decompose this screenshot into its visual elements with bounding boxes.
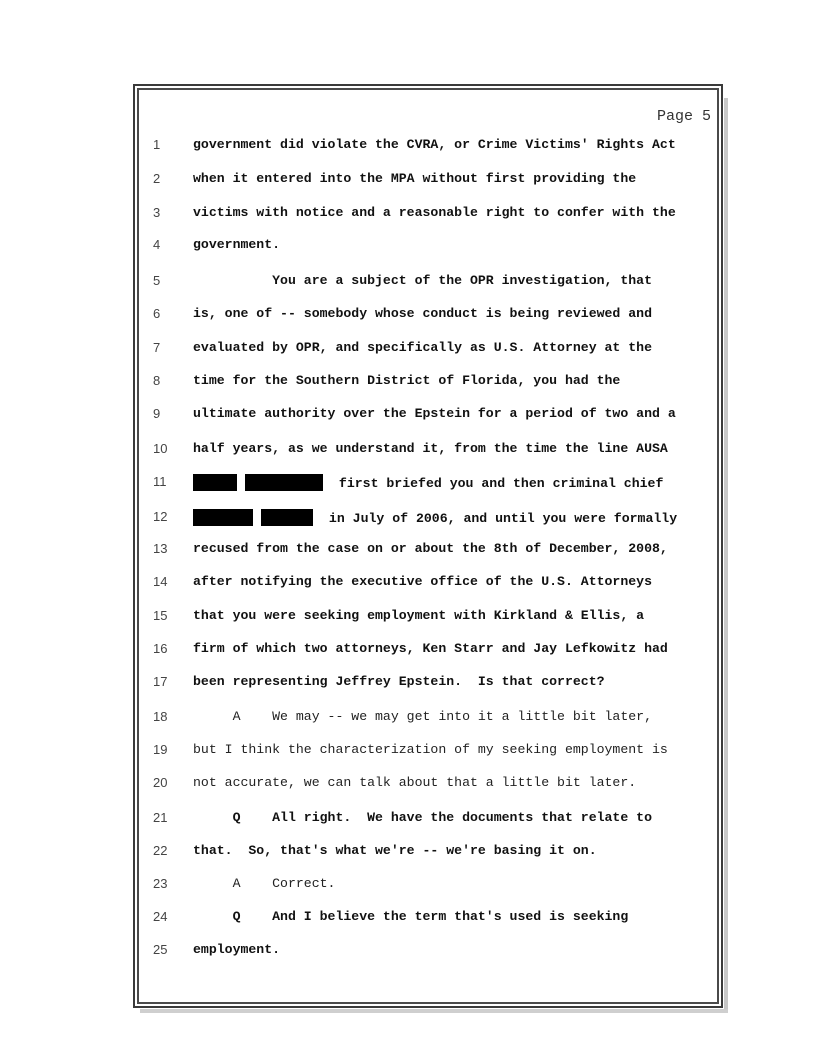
transcript-line [0,574,816,594]
transcript-line [0,171,816,191]
line-text: that you were seeking employment with Kirkland & Ellis, a [193,608,645,623]
line-text [193,509,677,526]
redaction-block [261,509,313,526]
transcript-line [0,273,816,293]
line-number: 17 [153,674,168,689]
line-number: 21 [153,810,168,825]
transcript-line [0,674,816,694]
line-number: 1 [153,137,161,152]
line-number: 6 [153,306,161,321]
transcript-line [0,373,816,393]
line-number: 22 [153,843,168,858]
line-number: 13 [153,541,168,556]
transcript-line [0,441,816,461]
line-number: 19 [153,742,168,757]
line-text-segment: in July of 2006, and until you were formally [321,511,678,526]
transcript-line [0,608,816,628]
transcript-line [0,340,816,360]
transcript-line [0,709,816,729]
line-number: 15 [153,608,168,623]
page-number-label: Page 5 [656,108,711,125]
line-number: 25 [153,942,168,957]
transcript-line [0,306,816,326]
transcript-line [0,406,816,426]
transcript-line [0,909,816,929]
line-text: Q And I believe the term that's used is seeking [193,909,629,924]
line-number: 24 [153,909,168,924]
line-text: You are a subject of the OPR investigation, that [193,273,652,288]
line-text: Q All right. We have the documents that relate to [193,810,652,825]
line-number: 9 [153,406,161,421]
transcript-line [0,876,816,896]
transcript-line [0,205,816,225]
redaction-block [245,474,323,491]
line-text: A We may -- we may get into it a little bit later, [193,709,652,724]
transcript-line [0,474,816,494]
transcript-line [0,810,816,830]
line-text: not accurate, we can talk about that a little bit later. [193,775,637,790]
line-text: that. So, that's what we're -- we're basing it on. [193,843,597,858]
line-text: when it entered into the MPA without first providing the [193,171,637,186]
line-text: ultimate authority over the Epstein for a period of two and a [193,406,676,421]
line-number: 2 [153,171,161,186]
transcript-line [0,137,816,157]
line-number: 18 [153,709,168,724]
line-text: A Correct. [193,876,336,891]
line-text: time for the Southern District of Florida, you had the [193,373,621,388]
line-number: 8 [153,373,161,388]
line-text: government did violate the CVRA, or Crime Victims' Rights Act [193,137,676,152]
line-number: 11 [153,474,167,489]
transcript-line [0,509,816,529]
transcript-line [0,237,816,257]
line-text-segment: first briefed you and then criminal chief [331,476,664,491]
transcript-line [0,942,816,962]
line-text: victims with notice and a reasonable right to confer with the [193,205,676,220]
transcript-line [0,775,816,795]
line-text: but I think the characterization of my seeking employment is [193,742,668,757]
transcript-line [0,843,816,863]
line-number: 12 [153,509,168,524]
line-text: employment. [193,942,281,957]
redaction-block [193,509,253,526]
line-text: evaluated by OPR, and specifically as U.S. Attorney at the [193,340,652,355]
line-number: 7 [153,340,161,355]
line-text: been representing Jeffrey Epstein. Is that correct? [193,674,605,689]
line-number: 14 [153,574,168,589]
line-text: half years, as we understand it, from the time the line AUSA [193,441,668,456]
line-number: 3 [153,205,161,220]
line-number: 20 [153,775,168,790]
line-text: recused from the case on or about the 8th of December, 2008, [193,541,668,556]
line-number: 4 [153,237,161,252]
line-number: 10 [153,441,168,456]
transcript-line [0,742,816,762]
line-text: is, one of -- somebody whose conduct is being reviewed and [193,306,652,321]
transcript-line [0,641,816,661]
line-number: 16 [153,641,168,656]
redaction-block [193,474,237,491]
line-text [193,474,663,491]
border-shadow-bottom [140,1009,728,1013]
line-number: 5 [153,273,161,288]
line-number: 23 [153,876,168,891]
transcript-line [0,541,816,561]
line-text: firm of which two attorneys, Ken Starr and Jay Lefkowitz had [193,641,668,656]
line-text: after notifying the executive office of the U.S. Attorneys [193,574,652,589]
line-text: government. [193,237,281,252]
